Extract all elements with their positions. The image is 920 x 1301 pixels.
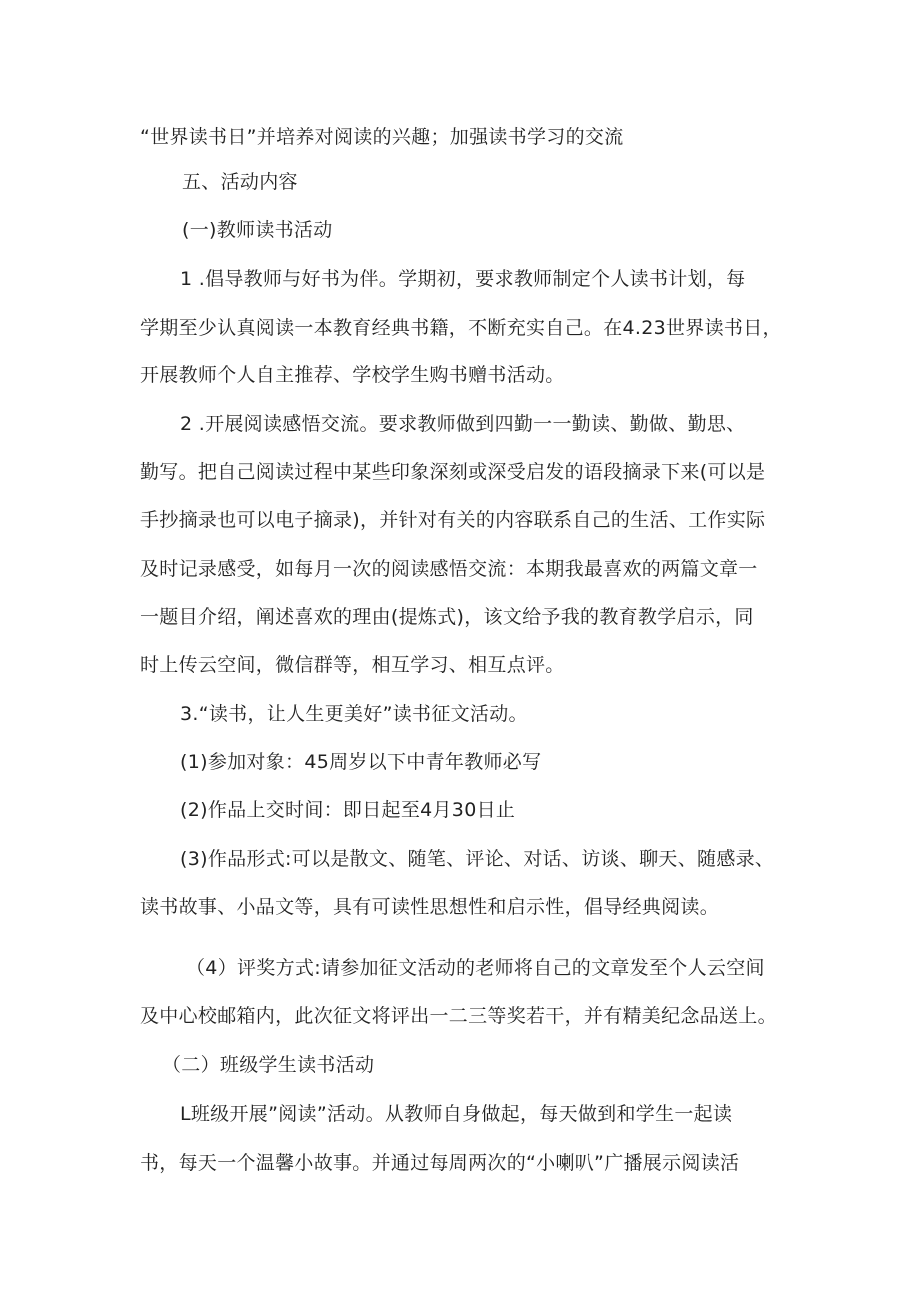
text-line: 开展教师个人自主推荐、学校学生购书赠书活动。 [140, 364, 565, 386]
text-line: 及时记录感受，如每月一次的阅读感悟交流：本期我最喜欢的两篇文章一 [140, 558, 758, 580]
text-line: 及中心校邮箱内，此次征文将评出一二三等奖若干，并有精美纪念品送上。 [140, 1005, 777, 1027]
text-line: 学期至少认真阅读一本教育经典书籍，不断充实自己。在4.23世界读书日， [140, 317, 782, 339]
subsection-heading: （二）班级学生读书活动 [162, 1054, 375, 1076]
text-line: 2 .开展阅读感悟交流。要求教师做到四勤一一勤读、勤做、勤思、 [180, 413, 746, 435]
text-line: (3)作品形式:可以是散文、随笔、评论、对话、访谈、聊天、随感录、 [180, 848, 775, 870]
text-line: 书，每天一个温馨小故事。并通过每周两次的“小喇叭”广播展示阅读活 [140, 1152, 740, 1174]
text-line: L班级开展”阅读”活动。从教师自身做起，每天做到和学生一起读 [180, 1103, 733, 1125]
text-line: 一题目介绍，阐述喜欢的理由(提炼式)，该文给予我的教育教学启示，同 [140, 606, 754, 628]
section-heading: 五、活动内容 [182, 171, 298, 193]
text-line: 3.“读书，让人生更美好”读书征文活动。 [180, 703, 528, 725]
text-line: （4）评奖方式:请参加征文活动的老师将自己的文章发至个人云空间 [186, 957, 765, 979]
text-line: (2)作品上交时间：即日起至4月30日止 [180, 799, 516, 821]
text-line: 勤写。把自己阅读过程中某些印象深刻或深受启发的语段摘录下来(可以是 [140, 461, 766, 483]
text-line: 1 .倡导教师与好书为伴。学期初，要求教师制定个人读书计划，每 [180, 268, 746, 290]
text-line: 手抄摘录也可以电子摘录)，并针对有关的内容联系自己的生活、工作实际 [140, 509, 766, 531]
text-line: “世界读书日”并培养对阅读的兴趣；加强读书学习的交流 [140, 126, 624, 148]
text-line: 时上传云空间，微信群等，相互学习、相互点评。 [140, 654, 565, 676]
text-line: (1)参加对象：45周岁以下中青年教师必写 [180, 751, 542, 773]
subsection-heading: (一)教师读书活动 [182, 219, 333, 241]
text-line: 读书故事、小品文等，具有可读性思想性和启示性，倡导经典阅读。 [140, 896, 720, 918]
